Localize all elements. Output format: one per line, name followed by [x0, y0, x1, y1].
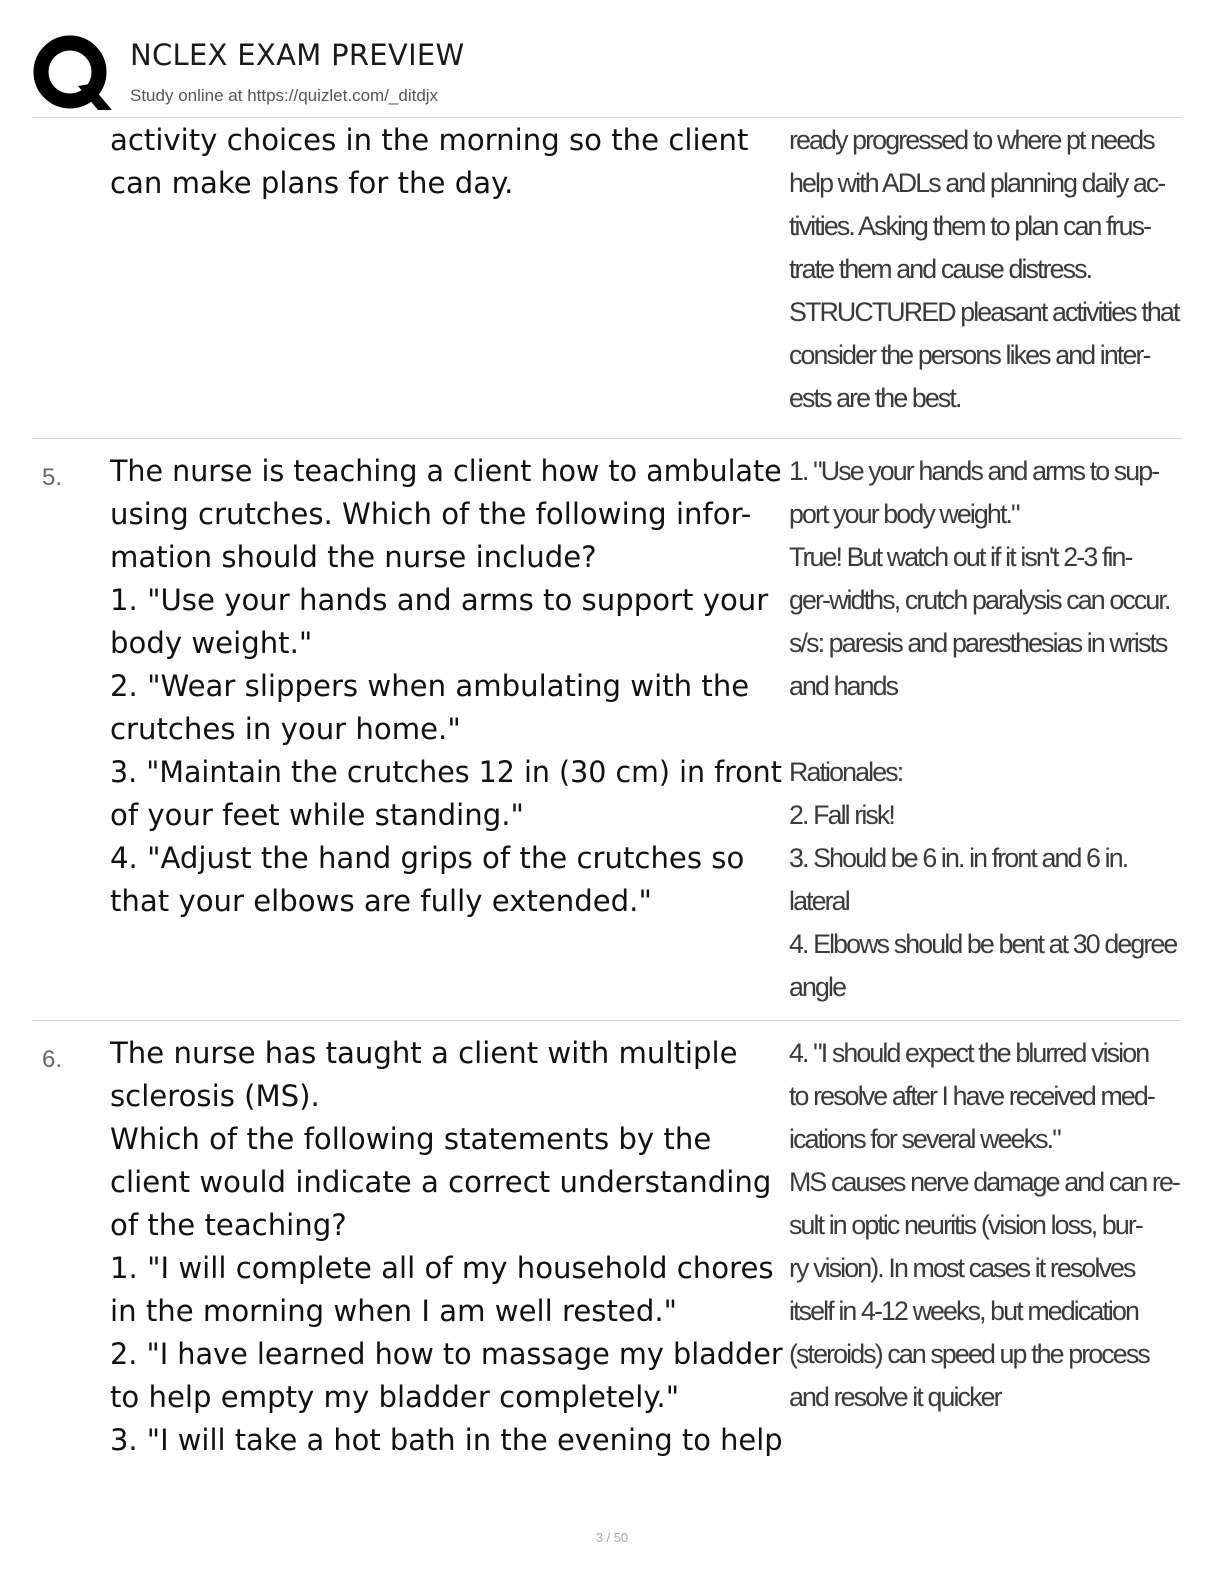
definition-line: sult in optic neuritis (vision loss, bur- — [789, 1210, 1142, 1240]
definition-line: tivities. Asking them to plan can frus- — [789, 211, 1151, 241]
definition-line: MS causes nerve damage and can re- — [789, 1167, 1180, 1197]
page-title: NCLEX EXAM PREVIEW — [130, 38, 465, 72]
definition-line: port your body weight." — [789, 499, 1019, 529]
definition-column — [789, 119, 1182, 420]
definition-line: 4. Elbows should be bent at 30 degree — [789, 929, 1177, 959]
term-line: 3. "Maintain the crutches 12 in (30 cm) in front — [110, 755, 782, 789]
definition-line: ready progressed to where pt needs — [789, 125, 1154, 155]
term-column — [110, 1032, 790, 1462]
definition-line: 4. "I should expect the blurred vision — [789, 1038, 1149, 1068]
definition-line: angle — [789, 972, 846, 1002]
definition-line: lateral — [789, 886, 849, 916]
definition-line: help with ADLs and planning daily ac- — [789, 168, 1165, 198]
definition-blank-line — [789, 708, 1179, 751]
term-line: in the morning when I am well rested." — [110, 1294, 678, 1328]
term-line: body weight." — [110, 626, 313, 660]
definition-line: ications for several weeks." — [789, 1124, 1060, 1154]
definition-line: 1. "Use your hands and arms to sup- — [789, 456, 1159, 486]
definition-line: and hands — [789, 671, 898, 701]
definition-line: STRUCTURED pleasant activities that — [789, 297, 1179, 327]
term-line: to help empty my bladder completely." — [110, 1380, 680, 1414]
page-number: 3 / 50 — [595, 1530, 629, 1545]
definition-line: True! But watch out if it isn't 2-3 fin- — [789, 542, 1132, 572]
term-column — [110, 450, 790, 923]
quizlet-logo-icon — [32, 34, 112, 114]
card-number: 5. — [42, 464, 63, 491]
term-line: crutches in your home." — [110, 712, 461, 746]
term-line: The nurse is teaching a client how to ambulate — [110, 454, 782, 488]
study-link-text: Study online at https://quizlet.com/_ditdjx — [130, 86, 439, 105]
term-column — [110, 119, 790, 205]
term-line: 3. "I will take a hot bath in the evening to help — [110, 1423, 783, 1457]
card-divider — [32, 438, 1182, 439]
term-line: 2. "Wear slippers when ambulating with the — [110, 669, 750, 703]
term-line: can make plans for the day. — [110, 166, 514, 200]
term-line: 2. "I have learned how to massage my bladder — [110, 1337, 783, 1371]
term-line: Which of the following statements by the — [110, 1122, 712, 1156]
definition-line: 3. Should be 6 in. in front and 6 in. — [789, 843, 1128, 873]
term-line: of your feet while standing." — [110, 798, 524, 832]
definition-line: ger-widths, crutch paralysis can occur. — [789, 585, 1170, 615]
definition-line: and resolve it quicker — [789, 1382, 1001, 1412]
definition-column — [789, 450, 1182, 1009]
term-line: 1. "I will complete all of my household chores — [110, 1251, 774, 1285]
term-line: 4. "Adjust the hand grips of the crutches so — [110, 841, 745, 875]
term-line: sclerosis (MS). — [110, 1079, 320, 1113]
card-number: 6. — [42, 1046, 63, 1073]
definition-line: 2. Fall risk! — [789, 800, 894, 830]
definition-line: consider the persons likes and inter- — [789, 340, 1150, 370]
definition-line: ests are the best. — [789, 383, 961, 413]
term-line: of the teaching? — [110, 1208, 347, 1242]
term-line: that your elbows are fully extended." — [110, 884, 652, 918]
term-line: 1. "Use your hands and arms to support your — [110, 583, 769, 617]
term-line: The nurse has taught a client with multiple — [110, 1036, 738, 1070]
header-divider — [32, 117, 1182, 118]
term-line: activity choices in the morning so the client — [110, 123, 749, 157]
definition-line: to resolve after I have received med- — [789, 1081, 1154, 1111]
card-divider — [32, 1020, 1182, 1021]
definition-line: trate them and cause distress. — [789, 254, 1092, 284]
definition-line: Rationales: — [789, 757, 903, 787]
term-line: mation should the nurse include? — [110, 540, 597, 574]
definition-line: s/s: paresis and paresthesias in wrists — [789, 628, 1167, 658]
definition-line: (steroids) can speed up the process — [789, 1339, 1149, 1369]
definition-column — [789, 1032, 1182, 1419]
definition-line: itself in 4-12 weeks, but medication — [789, 1296, 1139, 1326]
page-header — [32, 34, 1182, 116]
term-line: client would indicate a correct understanding — [110, 1165, 772, 1199]
term-line: using crutches. Which of the following infor- — [110, 497, 752, 531]
definition-line: ry vision). In most cases it resolves — [789, 1253, 1135, 1283]
